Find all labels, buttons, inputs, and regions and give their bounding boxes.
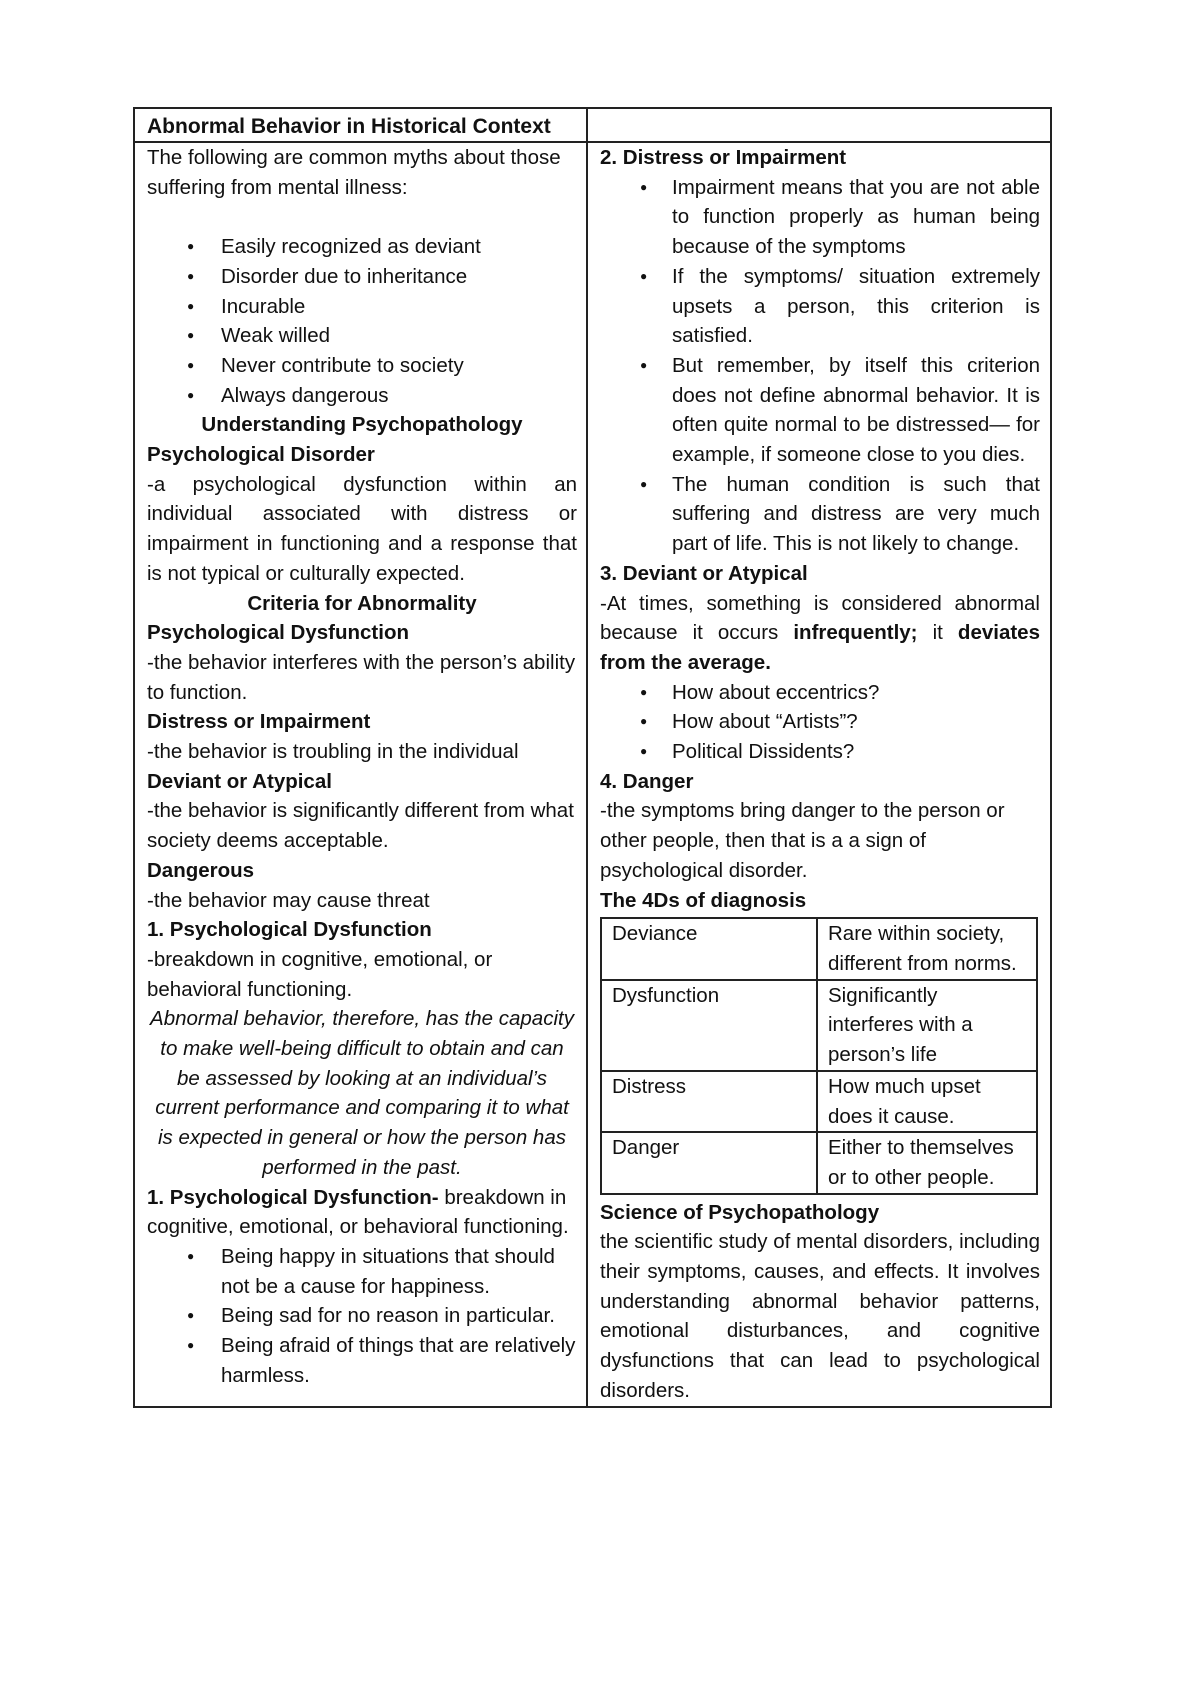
danger-heading: 4. Danger	[600, 769, 694, 793]
dysfunction-heading: 1. Psychological Dysfunction	[147, 918, 432, 942]
fourds-table	[600, 917, 1038, 1194]
header-row	[135, 109, 1050, 143]
content-row	[135, 143, 1050, 1406]
list-item: ● Being sad for no reason in particular.	[147, 1301, 577, 1331]
left-column	[135, 143, 588, 1406]
table-row	[601, 918, 1037, 979]
fourds-description: Either to themselves or to other people.	[817, 1132, 1037, 1193]
deviant-bold-a: infrequently;	[793, 621, 918, 645]
page-title: Abnormal Behavior in Historical Context	[135, 109, 588, 141]
deviant-heading: 3. Deviant or Atypical	[600, 561, 808, 585]
deviant-text-a: -At times, something is considered abnormal because it occurs	[600, 591, 1040, 645]
dysfunction-paragraph	[147, 1183, 577, 1242]
deviant-bold-b: deviates from the average.	[600, 621, 1040, 674]
list-item: ● Always dangerous	[147, 381, 577, 411]
science-text: the scientific study of mental disorders, including their symptoms, causes, and effects. It involves understanding abnormal behavior patterns, emotional disturbances, and cognitive dysfunctions that can lead to psychological disorders.	[600, 1230, 1040, 1402]
right-column	[588, 143, 1050, 1406]
list-item: ● The human condition is such that suffering and distress are very much part of life. This is not likely to change.	[600, 470, 1040, 559]
italic-note: Abnormal behavior, therefore, has the capacity to make well-being difficult to obtain and can be assessed by looking at an individual’s current performance and comparing it to what is expected in general or how the person has performed in the past.	[150, 1007, 574, 1179]
table-row	[601, 1071, 1037, 1132]
criterion-heading: Dangerous	[147, 858, 255, 882]
list-item: ● Easily recognized as deviant	[147, 232, 577, 262]
fourds-term: Danger	[601, 1132, 817, 1193]
list-item: ● Impairment means that you are not able to function properly as human being because of the symptoms	[600, 173, 1040, 262]
danger-text: -the symptoms bring danger to the person or other people, then that is a a sign of psychological disorder.	[600, 799, 1005, 882]
deviant-paragraph	[600, 589, 1040, 678]
list-item: ● Incurable	[147, 292, 577, 322]
table-row	[601, 980, 1037, 1071]
list-item: ● How about “Artists”?	[600, 707, 1040, 737]
list-item: ● If the symptoms/ situation extremely upsets a person, this criterion is satisfied.	[600, 262, 1040, 351]
dysfunction-text: -breakdown in cognitive, emotional, or behavioral functioning.	[147, 947, 493, 1001]
deviant-list	[600, 678, 1040, 767]
criteria-heading: Criteria for Abnormality	[247, 591, 477, 615]
criterion-heading: Distress or Impairment	[147, 710, 371, 734]
list-item: ● Political Dissidents?	[600, 737, 1040, 767]
header-empty-cell	[588, 109, 1050, 141]
deviant-text-b: it	[917, 621, 958, 645]
criterion-text: -the behavior is troubling in the individual	[147, 740, 519, 764]
list-item: ● Disorder due to inheritance	[147, 262, 577, 292]
fourds-description: How much upset does it cause.	[817, 1071, 1037, 1132]
dysfunction-inline-text: breakdown in cognitive, emotional, or behavioral functioning.	[147, 1185, 569, 1239]
fourds-description: Significantly interferes with a person’s life	[817, 980, 1037, 1071]
criterion-heading: Psychological Dysfunction	[147, 621, 409, 645]
list-item: ● Being afraid of things that are relatively harmless.	[147, 1331, 577, 1390]
criterion-heading: Deviant or Atypical	[147, 769, 332, 793]
distress-list	[600, 173, 1040, 559]
criterion-text: -the behavior is significantly different from what society deems acceptable.	[147, 799, 574, 853]
understanding-heading: Understanding Psychopathology	[201, 413, 523, 437]
table-row	[601, 1132, 1037, 1193]
list-item: ● Being happy in situations that should not be a cause for happiness.	[147, 1242, 577, 1301]
fourds-term: Dysfunction	[601, 980, 817, 1071]
fourds-description: Rare within society, different from norms.	[817, 918, 1037, 979]
myths-intro: The following are common myths about those suffering from mental illness:	[147, 146, 561, 199]
list-item: ● Never contribute to society	[147, 351, 577, 381]
psych-disorder-definition: -a psychological dysfunction within an individual associated with distress or impairment in functioning and a response that is not typical or culturally expected.	[147, 472, 577, 585]
science-heading: Science of Psychopathology	[600, 1200, 880, 1224]
myths-list	[147, 232, 577, 410]
distress-heading: 2. Distress or Impairment	[600, 146, 847, 169]
list-item: ● Weak willed	[147, 321, 577, 351]
fourds-term: Deviance	[601, 918, 817, 979]
psych-disorder-heading: Psychological Disorder	[147, 443, 375, 467]
fourds-heading: The 4Ds of diagnosis	[600, 888, 807, 912]
list-item: ● How about eccentrics?	[600, 678, 1040, 708]
fourds-term: Distress	[601, 1071, 817, 1132]
criterion-text: -the behavior interferes with the person’s ability to function.	[147, 650, 576, 704]
dysfunction-inline-heading: 1. Psychological Dysfunction-	[147, 1185, 439, 1209]
examples-list	[147, 1242, 577, 1391]
list-item: ● But remember, by itself this criterion does not define abnormal behavior. It is often quite normal to be distressed— for example, if someone close to you dies.	[600, 351, 1040, 470]
document-table	[133, 107, 1052, 1408]
criterion-text: -the behavior may cause threat	[147, 888, 430, 912]
